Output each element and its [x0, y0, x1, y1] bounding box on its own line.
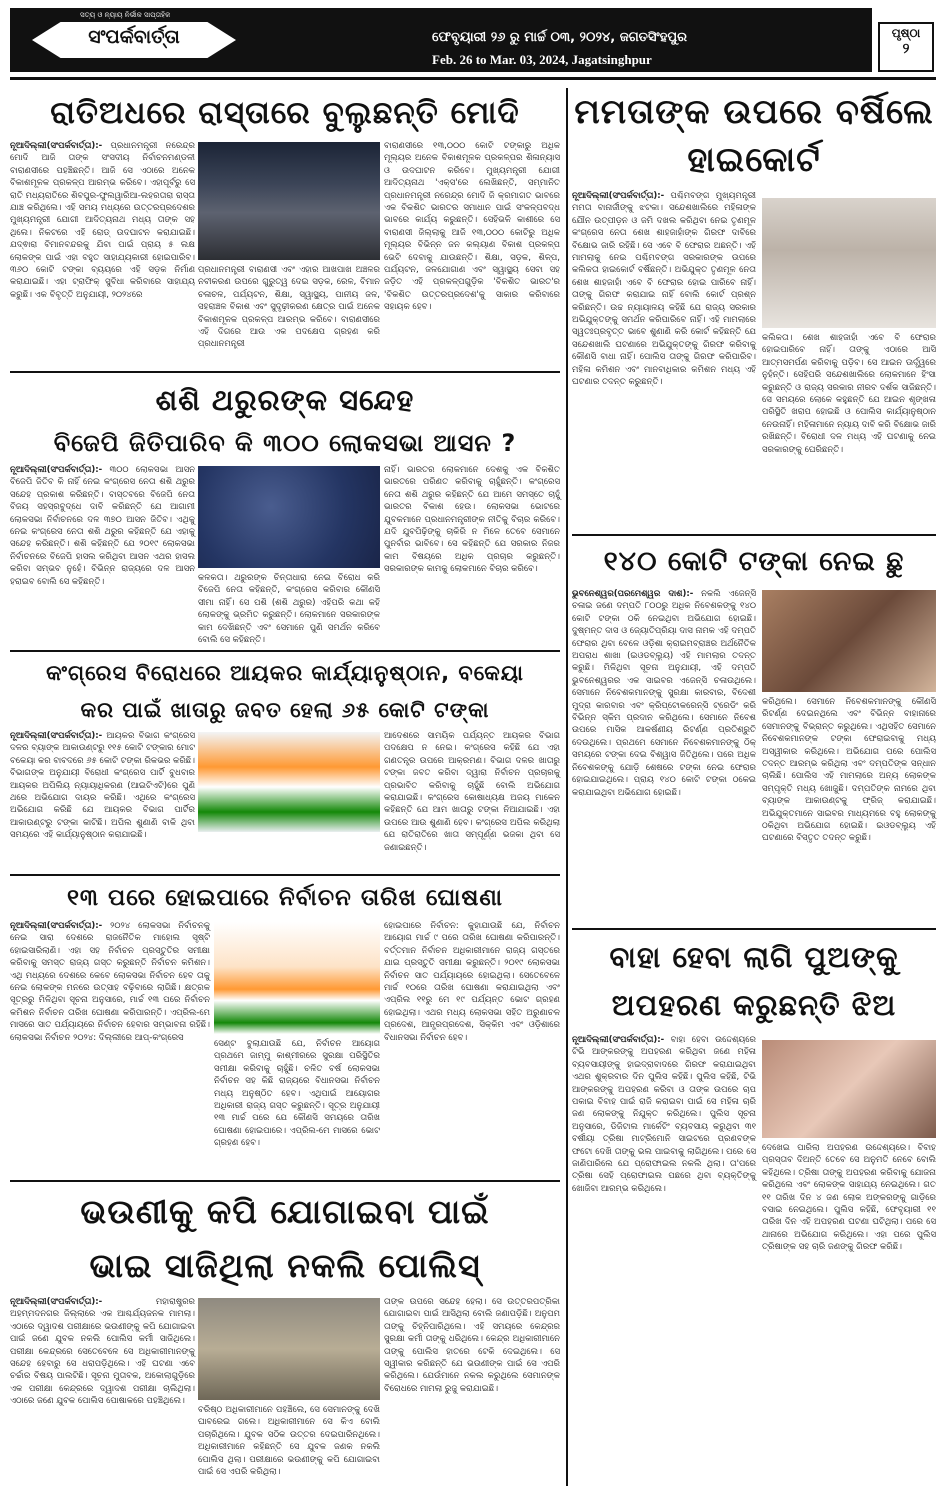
column-divider	[566, 88, 568, 1486]
article-text: ମହାରାଷ୍ଟ୍ରର ଅହମ୍ମଦନଗର ଜିଲ୍ଲାରେ ଏକ ଆଶ୍ଚର୍ଯ୍ୟଜନକ ମାମଲା। ଏଠାରେ ଦ୍ୱାଦଶ ପରୀକ୍ଷାରେ ଭଉଣୀଙ୍କୁ କପି ଯୋଗାଇବା ପାଇଁ ଜଣେ ଯୁବକ ନକଲି ପୋଲିସ କର୍ମୀ ସାଜିଥିଲେ। ପରୀକ୍ଷା କେନ୍ଦ୍ରରେ ସେତେବେଳେ ସେ ଅଧିକାରୀମାନଙ୍କୁ ସନ୍ଦେହ ହେବାରୁ ସେ ଧରାପଡ଼ିଥିଲେ। ଏହି ଘଟଣା ଏବେ ଚର୍ଚ୍ଚାର ବିଷୟ ପାଲଟିଛି। ସୂଚନା ମୁତାବକ, ଅକୋଲାଗୁଡ଼ିରେ ଏକ ପରୀକ୍ଷା କେନ୍ଦ୍ରରେ ଦ୍ୱାଦଶ ପରୀକ୍ଷା ଚାଲିଥିଲା। ଏଠାରେ ଜଣେ ଯୁବକ ପୋଲିସ ପୋଷାକରେ ପହଞ୍ଚିଥିଲେ।	[10, 1297, 195, 1407]
article-police-col1	[10, 1296, 195, 1486]
article-tharoor-col3: ନାହିଁ। ଭାରତର ଲୋକମାନେ ଦେଶକୁ ଏକ ବିକଶିତ ଭାରତରେ ପରିଣତ କରିବାକୁ ଚାହୁଁଛନ୍ତି। କଂଗ୍ରେସ ନେତା ଶଶି ଥରୁର କହିଛନ୍ତି ଯେ ଆମେ ସମସ୍ତେ ଚାହୁଁ ଭାରତର ବିକାଶ ହେଉ। ଲୋକସଭା ଭୋଟରେ ଯୁବକମାନେ ପ୍ରଧାନମନ୍ତ୍ରୀଙ୍କ ନୀତିକୁ ବିଚାର କରିବେ। ଯଦି ଯୁବପିଢ଼ିଙ୍କୁ ଚାକିରି ନ ମିଳେ ତେବେ ସେମାନେ ପୁନର୍ବାର ଭାବିବେ। ସେ କହିଛନ୍ତି ଯେ ସରକାର ନିଜର କାମ ବିଷୟରେ ଅଧିକ ପ୍ରଚାର କରୁଛନ୍ତି। ସରକାରଙ୍କ କାମକୁ ଲୋକମାନେ ବିଚାର କରିବେ।	[384, 465, 560, 575]
headline-fake-police: ଭଉଣୀକୁ କପି ଯୋଗାଇବା ପାଇଁ	[80, 1192, 490, 1231]
headline-mamata-1	[572, 88, 936, 180]
page-number-box	[878, 22, 934, 72]
section-rule	[572, 928, 936, 930]
article-text: ପ୍ରଧାନମନ୍ତ୍ରୀ ନରେନ୍ଦ୍ର ମୋଦି ଆଜି ତାଙ୍କ ସଂସଦୀୟ ନିର୍ବାଚନମଣ୍ଡଳୀ ବାରାଣସୀରେ ପହଞ୍ଚିଛନ୍ତି। ଆଜି ସେ ଏଠାରେ ଅନେକ ବିକାଶମୂଳକ ପ୍ରକଳ୍ପ ଆରମ୍ଭ କରିବେ। ଏହାପୂର୍ବରୁ ସେ ରାତି ମଧ୍ୟରାତିରେ ଶିବପୁର-ଫୁଲୱାରିଆ-ଲହରତାରା ରାସ୍ତା ଯାଞ୍ଚ କରିଥିଲେ। ଏହି ସମୟ ମଧ୍ୟରେ ଉତ୍ତରପ୍ରଦେଶର ମୁଖ୍ୟମନ୍ତ୍ରୀ ଯୋଗୀ ଆଦିତ୍ୟନାଥ ମଧ୍ୟ ତାଙ୍କ ସହ ଥିଲେ। ନିକଟରେ ଏହି ରୋଡ୍ ଉଦଘାଟନ କରାଯାଇଛି। ଯଦ୍ଵାରା ବିମାନବନ୍ଦରକୁ ଯିବା ପାଇଁ ପ୍ରାୟ ୫ ଲକ୍ଷ ଲୋକଙ୍କ ପାଇଁ ଏହା ବହୁତ ସାହାଯ୍ୟକାରୀ ହୋଇପାରିବ। ୩୬୦ କୋଟି ଟଙ୍କା ବ୍ୟୟରେ ଏହି ସଡ଼କ ନିର୍ମାଣ କରାଯାଇଛି। ଏହା ଟ୍ରାଫିକ୍ ସୁବିଧା କରିବାରେ ସାହାଯ୍ୟ କରୁଛି। ଏକ ବିବୃତ୍ତି ଅନୁଯାୟୀ, ୨୦୨୪ରେ	[10, 141, 195, 300]
article-tax-col2: ଆଦେଶରେ ସାମୟିକ ପର୍ଯ୍ୟନ୍ତ ଆୟକର ବିଭାଗ ପଦକ୍ଷେପ ନ ନେଇ। କଂଗ୍ରେସ କହିଛି ଯେ ଏହା ଗଣତନ୍ତ୍ର ଉପରେ ଆକ୍ରମଣ। ବିଭାଗ ଦଳର ଖାତାରୁ ଟଙ୍କା ଜବତ କରିବା ଦ୍ୱାରା ନିର୍ବାଚନ ପ୍ରଚାରକୁ ପ୍ରଭାବିତ କରିବାକୁ ଚାହୁଁଛି ବୋଲି ଅଭିଯୋଗ କରାଯାଇଛି। କଂଗ୍ରେସ କୋଷାଧ୍ୟକ୍ଷ ଅଜୟ ମାକେନ କହିଛନ୍ତି ଯେ ଆମ ଖାତାରୁ ଟଙ୍କା ନିଆଯାଇଛି। ଏହା ଉପରେ ଆଉ ଶୁଣାଣି ହେବ। କଂଗ୍ରେସ ଅପିଲ କରିଥିଲା ଯେ ରାତିରାତିରେ ଖାତା ସମ୍ପୂର୍ଣ୍ଣ ଭଜକା ଥିବା ସେ ଜଣାଇଛନ୍ତି।	[384, 731, 560, 853]
photo-mamata	[762, 198, 936, 328]
article-text: ଆୟକର ବିଭାଗ କଂଗ୍ରେସ ଦଳର ବ୍ୟାଙ୍କ ଆକାଉଣ୍ଟରୁ ୧୧୫ କୋଟି ଟଙ୍କାର ମୋଟ ବକେୟା କର ବାବଦରେ ୬୫ କୋଟି ଟଙ୍କା ରିକଭର କରିଛି। ବିଭାଗଙ୍କ ଅନୁଯାୟୀ ବିରୋଧୀ କଂଗ୍ରେସ ପାର୍ଟି ବୁଧବାର ଆୟକର ଅପିଲିୟ ନ୍ୟାୟାଧିକରଣ (ଆଇଟିଏଟି)ରେ ପୁଣି ଥରେ ଅଭିଯୋଗ ଦାୟର କରିଛି। ଏଥିରେ କଂଗ୍ରେସ ଅଭିଯୋଗ କରିଛି ଯେ ଆୟକର ବିଭାଗ ପାର୍ଟିର ଆକାଉଣ୍ଟରୁ ଟଙ୍କା କାଟିଛି। ଅପିଲ ଶୁଣାଣି ବାକି ଥିବା ସମୟରେ ଏହି କାର୍ଯ୍ୟାନୁଷ୍ଠାନ କରାଯାଇଛି।	[10, 731, 196, 841]
article-police-col3: ତାଙ୍କ ଉପରେ ସନ୍ଦେହ ହେଲା। ସେ ଉତ୍ତରପତ୍ରିକା ଯୋଗାଇବା ପାଇଁ ଆସିଥିଲା ବୋଲି ଜଣାପଡ଼ିଛି। ଅନୁପମ ତାଙ୍କୁ ଚିହ୍ନିପାରିଥିଲେ। ଏହି ସମୟରେ କେନ୍ଦ୍ରର ସୁରକ୍ଷା କର୍ମୀ ତାଙ୍କୁ ଧରିଥିଲେ। କେନ୍ଦ୍ର ଅଧିକାରୀମାନେ ତାଙ୍କୁ ପୋଲିସ ହାତରେ ଟେକି ଦେଇଥିଲେ। ସେ ସ୍ୱୀକାର କରିଛନ୍ତି ଯେ ଭଉଣୀଙ୍କ ପାଇଁ ସେ ଏପରି କରିଥିଲେ। ଯେଉଁମାନେ ନକଲ କରୁଥିଲେ ସେମାନଙ୍କ ବିରୋଧରେ ମାମଲା ରୁଜୁ କରାଯାଇଛି।	[384, 1297, 560, 1394]
photo-tharoor	[198, 466, 380, 568]
subhead-tharoor: ବିଜେପି ଜିତିପାରିବ କି ୩୦୦ ଲୋକସଭା ଆସନ ?	[53, 429, 517, 457]
headline-140-crore: ୧୪୦ କୋଟି ଟଙ୍କା ନେଇ ଛୁ	[603, 546, 905, 577]
photo-modi-road	[198, 142, 380, 260]
byline: ନୂଆଦିଲ୍ଲୀ(ସଂପର୍କବାର୍ତ୍ତା):-	[10, 731, 103, 741]
headline-modi: ରାତିଅଧରେ ରାସ୍ତାରେ ବୁଲୁଛନ୍ତି ମୋଦି	[50, 95, 520, 131]
byline: ନୂଆଦିଲ୍ଲୀ(ସଂପର୍କବାର୍ତ୍ତା):-	[10, 921, 103, 931]
article-text: ବାହା ହେବା ଉଦ୍ଦେଶ୍ୟରେ ଟିଭି ଆଙ୍କରଙ୍କୁ ଅପହରଣ କରିଥିବା ଜଣେ ମହିଳା ବ୍ୟବସାୟୀଙ୍କୁ ହାଇଦ୍ରାବାଦରେ ଗିରଫ କରାଯାଇଥିବା ଏଥର ଶୁକ୍ରବାର ଦିନ ପୁଲିସ କହିଛି। ପୁଲିସ କହିଛି, ଟିଭି ଆଙ୍କରଙ୍କୁ ଅପହରଣ କରିବା ଓ ତାଙ୍କ ଉପରେ ଚାପ ପକାଇ ବିବାହ ପାଇଁ ରାଜି କରାଇବା ପାଇଁ ସେ ମହିଳା ଚାରି ଜଣ ଲୋକଙ୍କୁ ନିଯୁକ୍ତ କରିଥିଲେ। ପୁଲିସ ସୂଚନା ଅନୁସାରେ, ଡିଜିଟାଲ ମାର୍କେଟିଂ ବ୍ୟବସାୟ କରୁଥିବା ୩୧ ବର୍ଷୀୟା ତ୍ରିଷା ମାଟ୍ରିମୋନି ସାଇଟରେ ପ୍ରଣବଙ୍କ ଫଟୋ ଦେଖି ତାଙ୍କୁ ଭଲ ପାଇବାକୁ ଲାଗିଥିଲେ। ପରେ ସେ ଜାଣିପାରିଲେ ଯେ ପ୍ରୋଫାଇଲ ନକଲି ଥିଲା। ତା'ପରେ ତ୍ରିଷା ସେହି ପ୍ରୋଫାଇଲ ପଛରେ ଥିବା ବ୍ୟକ୍ତିଙ୍କୁ ଖୋଜିବା ଆରମ୍ଭ କରିଥିଲେ।	[572, 1035, 756, 1194]
article-election-col1	[10, 920, 210, 1176]
headline-tharoor: ଶଶି ଥରୁରଙ୍କ ସନ୍ଦେହ	[155, 383, 415, 417]
article-tharoor-col2: କଳକତା। ଥରୁରଙ୍କ ଚିନ୍ତାଧାରା ନେଇ ବିରୋଧ କରି ବିଜେପି ନେତା କହିଛନ୍ତି, କଂଗ୍ରେସ କରିବାର କୌଣସି ସୀମା ନାହିଁ। ସେ ପଶି (ଶଶି ଥରୁର) ଏହିପରି କଥା କହି ଲୋକଙ୍କୁ ଭ୍ରମିତ କରୁଛନ୍ତି। ଲୋକମାନେ ସରକାରଙ୍କ କାମ ଦେଖିଛନ୍ତି ଏବଂ ସେମାନେ ପୁଣି ସମର୍ଥନ କରିବେ ବୋଲି ସେ କହିଛନ୍ତି।	[198, 573, 380, 646]
article-tharoor-col1	[10, 464, 195, 646]
date-odia: ଫେବୃୟାରୀ ୨୬ ରୁ ମାର୍ଚ୍ଚ ୦୩, ୨୦୨୪, ଜଗତସିଂହପୁର	[432, 30, 687, 45]
byline: ନୂଆଦିଲ୍ଲୀ(ସଂପର୍କବାର୍ତ୍ତା):-	[10, 141, 103, 151]
article-mamata-col1	[572, 190, 756, 530]
article-police-col2: ବରିଷ୍ଠ ଅଧିକାରୀମାନେ ପହଞ୍ଚିଲେ, ସେ ସେମାନଙ୍କୁ ଦେଖି ଘାବରେଇ ଗଲେ। ଅଧିକାରୀମାନେ ସେ କିଏ ବୋଲି ପଚାରିଥିଲେ। ଯୁବକ ସଠିକ ଉତ୍ତର ଦେଇପାରିନଥିଲେ। ଅଧିକାରୀମାନେ କହିଛନ୍ତି ସେ ଯୁବକ ଜଣକ ନକଲି ପୋଲିସ ଥିଲା। ପରୀକ୍ଷାରେ ଭଉଣୀଙ୍କୁ କପି ଯୋଗାଇବା ପାଇଁ ସେ ଏପରି କରିଥିଲା।	[198, 1405, 380, 1478]
headline-mamata: ମମତାଙ୍କ ଉପରେ ବର୍ଷିଲେ ହାଇକୋର୍ଟ	[574, 92, 934, 180]
article-mamata-col2: କଲିକତା। ଶେଖ ଶାହଜାହାଁ ଏବେ ବି ଫେରାର ହୋଇପାରିବେ ନାହିଁ। ତାଙ୍କୁ ଏଠାରେ ଆସି ଆତ୍ମସମର୍ପଣ କରିବାକୁ ପଡ଼ିବ। ସେ ଆଇନ ଊର୍ଦ୍ଧ୍ୱରେ ନୁହଁନ୍ତି। ସେହିପରି ସନ୍ଦେଶଖାଲିରେ ଲୋକମାନେ ହିଂସା କରୁଛନ୍ତି ଓ ରାଜ୍ୟ ସରକାର ନୀରବ ଦର୍ଶକ ସାଜିଛନ୍ତି। ସେ ସମୟରେ ଲୋକେ କହୁଛନ୍ତି ଯେ ଆଇନ ଶୃଙ୍ଖଳା ପରିସ୍ଥିତି ଖରାପ ହୋଇଛି ଓ ପୋଲିସ କାର୍ଯ୍ୟାନୁଷ୍ଠାନ ନେଉନାହିଁ। ମହିଳାମାନେ ନ୍ୟାୟ ଦାବି କରି ବିକ୍ଷୋଭ ଜାରି ରଖିଛନ୍ତି। ବିରୋଧୀ ଦଳ ମଧ୍ୟ ଏହି ଘଟଣାକୁ ନେଇ ସରକାରଙ୍କୁ ଘେରିଛନ୍ତି।	[762, 333, 936, 455]
article-modi-col2: ବାରାଣସୀରେ ୧୩,୦୦୦ କୋଟି ଟଙ୍କାରୁ ଅଧିକ ମୂଲ୍ୟର ଅନେକ ବିକାଶମୂଳକ ପ୍ରକଳ୍ପର ଶିଳାନ୍ୟାସ ଓ ଉଦଘାଟନ କରିବେ। ମୁଖ୍ୟମନ୍ତ୍ରୀ ଯୋଗୀ ଆଦିତ୍ୟନାଥ 'ଏକ୍ସ'ରେ ଲେଖିଛନ୍ତି, ସମ୍ମାନିତ ପ୍ରଧାନମନ୍ତ୍ରୀ ନରେନ୍ଦ୍ର ମୋଦି ଜି କ୍ରମାଗତ ଭାବରେ ଏକ ବିକଶିତ ଭାରତର ସମାଧାନ ପାଇଁ ସଂକଳ୍ପବଦ୍ଧ ଭାବରେ କାର୍ଯ୍ୟ କରୁଛନ୍ତି। ସେହିଭଳି କାଶୀରେ ସେ ବାରାଣସୀ ଜିଲ୍ଲାକୁ ଆଜି ୧୩,୦୦୦ କୋଟିରୁ ଅଧିକ ମୂଲ୍ୟର ବିଭିନ୍ନ ଜନ କଲ୍ୟାଣ ବିକାଶ ପ୍ରକଳ୍ପ ଭେଟି ଦେବାକୁ ଯାଉଛନ୍ତି। ଶିକ୍ଷା, ସଡ଼କ, ଶିଳ୍ପ, ପର୍ଯ୍ୟଟନ, ଜଳଯୋଗାଣ ଏବଂ ସ୍ୱାସ୍ଥ୍ୟ ସେବା ସହ ଜଡ଼ିତ ଏହି ପ୍ରକଳ୍ପଗୁଡ଼ିକ 'ବିକଶିତ ଭାରତ'ର 'ବିକଶିତ ଉତ୍ତରପ୍ରଦେଶ'କୁ ସାକାର କରିବାରେ ସହାୟକ ହେବ।	[384, 141, 560, 313]
photo-fake-police	[198, 1298, 380, 1400]
byline: ନୂଆଦିଲ୍ଲୀ(ସଂପର୍କବାର୍ତ୍ତା):-	[10, 465, 103, 475]
byline: ନୂଆଦିଲ୍ଲୀ(ସଂପର୍କବାର୍ତ୍ତା):-	[572, 1035, 665, 1045]
section-rule	[10, 371, 560, 373]
article-modi-col1	[10, 140, 195, 368]
subhead-kidnap: ଅପହରଣ କରୁଛନ୍ତି ଝିଅ	[611, 988, 897, 1022]
page-label: ପୃଷ୍ଠା	[891, 26, 921, 40]
article-election-col3: ହୋଇପାରେ ନିର୍ବାଚନ: କୁହାଯାଉଛି ଯେ, ନିର୍ବାଚନ ଆୟୋଗ ମାର୍ଚ୍ଚ ୯ ପରେ ତାରିଖ ଘୋଷଣା କରିପାରନ୍ତି। ବର୍ତ୍ତମାନ ନିର୍ବାଚନ ଅଧିକାରୀମାନେ ରାଜ୍ୟ ଗସ୍ତରେ ଯାଇ ପ୍ରସ୍ତୁତି ସମୀକ୍ଷା କରୁଛନ୍ତି। ୨୦୧୯ ଲୋକସଭା ନିର୍ବାଚନ ସାତ ପର୍ଯ୍ୟାୟରେ ହୋଇଥିଲା। ସେତେବେଳେ ମାର୍ଚ୍ଚ ୧୦ରେ ତାରିଖ ଘୋଷଣା କରାଯାଇଥିଲା ଏବଂ ଏପ୍ରିଲ ୧୧ରୁ ମେ ୧୯ ପର୍ଯ୍ୟନ୍ତ ଭୋଟ ଗ୍ରହଣ ହୋଇଥିଲା। ଏଥର ମଧ୍ୟ ଲୋକସଭା ସହିତ ଅରୁଣାଚଳ ପ୍ରଦେଶ, ଆନ୍ଧ୍ରପ୍ରଦେଶ, ସିକ୍କିମ ଏବଂ ଓଡ଼ିଶାରେ ବିଧାନସଭା ନିର୍ବାଚନ ହେବ।	[384, 921, 560, 1043]
headline-kidnap: ବାହା ହେବା ଲାଗି ପୁଅଙ୍କୁ	[609, 940, 899, 974]
article-election-col2: ସେଣ୍ଟ ବୁଲାଯାଉଛି ଯେ, ନିର୍ବାଚନ ଆୟୋଗ ପ୍ରଥମେ ଜାମ୍ମୁ କାଶ୍ମୀରରେ ସୁରକ୍ଷା ପରିସ୍ଥିତିର ସମୀକ୍ଷା କରିବାକୁ ଚାହୁଁଛି। ଚଳିତ ବର୍ଷ ଲୋକସଭା ନିର୍ବାଚନ ସହ କିଛି ରାଜ୍ୟରେ ବିଧାନସଭା ନିର୍ବାଚନ ମଧ୍ୟ ଅନୁଷ୍ଠିତ ହେବ। ଏଥିପାଇଁ ଆୟୋଗର ଅଧିକାରୀ ରାଜ୍ୟ ଗସ୍ତ କରୁଛନ୍ତି। ସୂତ୍ର ଅନୁଯାୟୀ ୧୩ ମାର୍ଚ୍ଚ ପରେ ଯେ କୌଣସି ସମୟରେ ତାରିଖ ଘୋଷଣା ହୋଇପାରେ। ଏପ୍ରିଲ-ମେ ମାସରେ ଭୋଟ ଗ୍ରହଣ ହେବ।	[214, 1039, 380, 1149]
article-tax-col1	[10, 730, 195, 870]
date-strip	[420, 8, 872, 72]
page-number: ୨	[902, 41, 910, 57]
article-crore-col2: କରିଥିଲେ। ସେମାନେ ନିବେଶକମାନଙ୍କୁ କୌଣସି ରିଟର୍ଣ୍ଣ ଦେଇନଥିଲେ ଏବଂ ବିଭିନ୍ନ ବାହାନାରେ ସେମାନଙ୍କୁ ବିଭ୍ରାନ୍ତ କରୁଥିଲେ। ଏଥିସହିତ ସେମାନେ ନିବେଶକମାନଙ୍କ ଟଙ୍କା ଫେରାଇବାକୁ ମଧ୍ୟ ଅସ୍ୱୀକାର କରିଥିଲେ। ଅଭିଯୋଗ ପରେ ପୋଲିସ ତଦନ୍ତ ଆରମ୍ଭ କରିଥିଲା ଏବଂ ଦମ୍ପତିଙ୍କ ସନ୍ଧାନ ଚାଲିଛି। ପୋଲିସ ଏହି ମାମଲାରେ ଅନ୍ୟ ଲୋକଙ୍କ ସମ୍ପୃକ୍ତି ମଧ୍ୟ ଖୋଜୁଛି। ଦମ୍ପତିଙ୍କ ନାମରେ ଥିବା ବ୍ୟାଙ୍କ ଆକାଉଣ୍ଟକୁ ଫ୍ରିଜ୍ କରାଯାଇଛି। ଅଭିଯୁକ୍ତମାନେ ସାଇବର ମାଧ୍ୟମରେ ବହୁ ଲୋକଙ୍କୁ ଠକିଥିବା ଅଭିଯୋଗ ହୋଇଛି। ଇଓଡବ୍ଲ୍ୟୁ ଏହି ଘଟଣାରେ ବିସ୍ତୃତ ତଦନ୍ତ କରୁଛି।	[762, 697, 936, 844]
logo-tagline: ସତ୍ୟ ଓ ନ୍ୟାୟ ନିର୍ଭୀକ ସାପ୍ତାହିକ	[80, 11, 171, 19]
photo-congress-flags	[198, 732, 380, 832]
headline-election-date: ୧୩ ପରେ ହୋଇପାରେ ନିର୍ବାଚନ ତାରିଖ ଘୋଷଣା	[66, 885, 504, 911]
article-kidnap-col1	[572, 1034, 756, 1486]
photo-election-commission	[214, 922, 380, 1034]
photo-couple	[762, 590, 936, 692]
byline: ନୂଆଦିଲ୍ଲୀ(ସଂପର୍କବାର୍ତ୍ତା):-	[10, 1297, 103, 1307]
headline-congress-tax: କଂଗ୍ରେସ ବିରୋଧରେ ଆୟକର କାର୍ଯ୍ୟାନୁଷ୍ଠାନ, ବକେୟା	[46, 661, 524, 685]
section-rule	[10, 874, 560, 876]
logo-block	[10, 8, 420, 72]
article-text: ନକଲି ଏଜେନ୍ସି ଚଳାଇ ଜଣେ ଦମ୍ପତି ୮୦୦ରୁ ଅଧିକ ନିବେଶକଙ୍କୁ ୧୪୦ କୋଟି ଟଙ୍କା ଠକି ନେଇଥିବା ଅଭିଯୋଗ ହୋଇଛି। ଦୁଷ୍ମନ୍ତ ଦାସ ଓ ଜ୍ୟୋତିପ୍ରିୟା ଦାସ ନାମକ ଏହି ଦମ୍ପତି ଫେରାର ଥିବା ବେଳେ ଓଡ଼ିଶା କ୍ରାଇମବ୍ରାଞ୍ଚର ଅର୍ଥନୈତିକ ଅପରାଧ ଶାଖା (ଇଓଡବ୍ଲ୍ୟୁ) ଏହି ମାମଲାର ତଦନ୍ତ କରୁଛି। ମିଳିଥିବା ସୂଚନା ଅନୁଯାୟୀ, ଏହି ଦମ୍ପତି ଭୁବନେଶ୍ୱରର ଏକ ସାଇବର ଏଜେନ୍ସି ଚଳାଉଥିଲେ। ସେମାନେ ନିବେଶକମାନଙ୍କୁ ସୁରକ୍ଷା କାରବାର, ବିଦେଶୀ ମୁଦ୍ରା କାରବାର ଏବଂ କ୍ରିପ୍ଟୋକରେନ୍ସି ଟ୍ରେଡିଂ କରି ବିଭିନ୍ନ ସ୍କିମ ପ୍ରଦାନ କରିଥିଲେ। ସେମାନେ ନିବେଶ ଉପରେ ମାସିକ ଆକର୍ଷଣୀୟ ରିଟର୍ଣ୍ଣ ପ୍ରତିଶ୍ରୁତି ଦେଉଥିଲେ। ପ୍ରଥମେ ସେମାନେ ନିବେଶକମାନଙ୍କୁ ଠିକ୍ ସମୟରେ ଟଙ୍କା ଦେଇ ବିଶ୍ୱାସ ଜିତିଥିଲେ। ପରେ ଅଧିକ ନିବେଶକଙ୍କୁ ଯୋଡ଼ି ଶେଷରେ ଟଙ୍କା ନେଇ ଫେରାର ହୋଇଯାଇଥିଲେ। ପ୍ରାୟ ୧୪୦ କୋଟି ଟଙ୍କା ଠକେଇ କରାଯାଇଥିବା ଅଭିଯୋଗ ହୋଇଛି।	[572, 589, 757, 798]
article-modi-col3: ପ୍ରଧାନମନ୍ତ୍ରୀ ବାରାଣସୀ ଏବଂ ଏହାର ଆଖପାଖ ଅଞ୍ଚଳର ନବୀକରଣ ଉପରେ ଗୁରୁତ୍ୱ ଦେଇ ସଡ଼କ, ରେଳ, ବିମାନ ଚଳାଚଳ, ପର୍ଯ୍ୟଟନ, ଶିକ୍ଷା, ସ୍ୱାସ୍ଥ୍ୟ, ପାନୀୟ ଜଳ, ସହରାଞ୍ଚଳ ବିକାଶ ଏବଂ ସୁଦୃଢ଼ୀକରଣ କ୍ଷେତ୍ର ପାଇଁ ଅନେକ ବିକାଶମୂଳକ ପ୍ରକଳ୍ପ ଆରମ୍ଭ କରିବେ। ବାରାଣସୀରେ ଏହି ଦିଗରେ ଆଉ ଏକ ପଦକ୍ଷେପ ଗ୍ରହଣ କରି ପ୍ରଧାନମନ୍ତ୍ରୀ	[198, 265, 380, 350]
subhead-fake-police: ଭାଇ ସାଜିଥିଲା ନକଲି ପୋଲିସ୍	[89, 1246, 481, 1285]
article-text: ୩୦୦ ଲୋକସଭା ଆସନ ବିଜେପି ଜିତିବ କି ନାହିଁ ନେଇ କଂଗ୍ରେସ ନେତା ଶଶି ଥରୁର ସନ୍ଦେହ ପ୍ରକାଶ କରିଛନ୍ତି। ବାସ୍ତବରେ ବିଜେପି ନେତା ବିଜୟ ସହସ୍ରବୁଦ୍ଧେ ଦାବି କରିଛନ୍ତି ଯେ ଆଗାମୀ ଲୋକସଭା ନିର୍ବାଚନରେ ଦଳ ୩୭୦ ଆସନ ଜିତିବ। ଏଥିକୁ ନେଇ କଂଗ୍ରେସ ନେତା ଶଶି ଥରୁର କହିଛନ୍ତି ଯେ ଏହାକୁ ସନ୍ଦେହ କରିଛନ୍ତି। ଶଶି କହିଛନ୍ତି ଯେ ୨୦୧୯ ଲୋକସଭା ନିର୍ବାଚନରେ ବିଜେପି ହାସଲ କରିଥିବା ଆସନ ଏଥର ହାସଲ କରିବା ସମ୍ଭବ ନୁହେଁ। ବିଭିନ୍ନ ରାଜ୍ୟରେ ଦଳ ଆସନ ହରାଇବ ବୋଲି ସେ କହିଛନ୍ତି।	[10, 465, 196, 587]
article-crore-col1	[572, 588, 756, 924]
section-rule	[10, 650, 560, 652]
article-kidnap-col2: ଦେଖେଇ ପାରିଲା ଅପହରଣ ଉଦ୍ଦେଶ୍ୟରେ। ବିବାହ ପ୍ରସ୍ତାବ ଦିଅନ୍ତି ତେବେ ସେ ଅନୁମତି ନେବେ ବୋଲି କହିଥିଲେ। ତ୍ରିଷା ତାଙ୍କୁ ଅପହରଣ କରିବାକୁ ଯୋଜନା କରିଥିଲେ ଏବଂ ଲୋକଙ୍କ ସାହାଯ୍ୟ ନେଇଥିଲେ। ଗତ ୧୧ ତାରିଖ ଦିନ ୪ ଜଣ ଲୋକ ଅଙ୍କରଙ୍କୁ ଗାଡ଼ିରେ ବସାଇ ନେଇଥିଲେ। ପୁଲିସ କହିଛି, ଫେବୃୟାରୀ ୧୧ ତାରିଖ ଦିନ ଏହି ଅପହରଣ ଘଟଣା ଘଟିଥିଲା। ପରେ ସେ ଥାନାରେ ଅଭିଯୋଗ କରିଥିଲେ। ଏହା ପରେ ପୁଲିସ ତ୍ରିଷାଙ୍କ ସହ ଚାରି ଜଣଙ୍କୁ ଗିରଫ କରିଛି।	[762, 1143, 936, 1253]
byline: ଭୁବନେଶ୍ୱର(ପରମେଶ୍ୱର ଦାଶ):-	[572, 589, 694, 599]
article-text: ୨୦୨୪ ଲୋକସଭା ନିର୍ବାଚନକୁ ନେଇ ସାରା ଦେଶରେ ରାଜନୈତିକ ମାହୋଲ ସୃଷ୍ଟି ହୋଇସାରିଲାଣି। ଏହା ସହ ନିର୍ବାଚନ ପ୍ରସ୍ତୁତିର ସମୀକ୍ଷା କରିବାକୁ ସମସ୍ତ ରାଜ୍ୟ ଗସ୍ତ କରୁଛନ୍ତି ନିର୍ବାଚନ କମିଶନ। ଏଥି ମଧ୍ୟରେ ଦେଶରେ କେବେ ଲୋକସଭା ନିର୍ବାଚନ ହେବ ତାକୁ ନେଇ ଲୋକଙ୍କ ମନରେ ଉତ୍ସାହ ବଢ଼ିବାରେ ଲାଗିଛି। କ୍ଷତ୍ରକ ସୂତ୍ରରୁ ମିଳିଥିବା ସୂଚନା ଅନୁସାରେ, ମାର୍ଚ୍ଚ ୧୩ ପରେ ନିର୍ବାଚନ କମିଶନ ନିର୍ବାଚନ ତାରିଖ ଘୋଷଣା କରିପାରନ୍ତି। ଏପ୍ରିଲ-ମେ ମାସରେ ସାତ ପର୍ଯ୍ୟାୟରେ ନିର୍ବାଚନ ହେବାର ସମ୍ଭାବନା ରହିଛି। ଲୋକସଭା ନିର୍ବାଚନ ୨୦୨୪: ଦିଲ୍ଲୀରେ ଆପ୍-କଂଗ୍ରେସ	[10, 921, 210, 1043]
article-text: ପଶ୍ଚିମବଙ୍ଗ ମୁଖ୍ୟମନ୍ତ୍ରୀ ମମତା ବାନାର୍ଜୀଙ୍କୁ ଝଟକା। ସନ୍ଦେଶଖାଲିରେ ମହିଳାଙ୍କ ଯୌନ ଉତ୍ପୀଡ଼ନ ଓ ଜମି ଦଖଲ କରିଥିବା ନେଇ ତୃଣମୂଳ କଂଗ୍ରେସ ନେତା ଶେଖ ଶାହଜାହାଁଙ୍କ ଗିରଫ ଦାବିରେ ବିକ୍ଷୋଭ ଜାରି ରହିଛି। ସେ ଏବେ ବି ଫେରାର ଅଛନ୍ତି। ଏହି ମାମଲାକୁ ନେଇ ପଶ୍ଚିମବଙ୍ଗ ସରକାରଙ୍କ ଉପରେ କଲିକତା ହାଇକୋର୍ଟ ବର୍ଷିଛନ୍ତି। ଅଭିଯୁକ୍ତ ତୃଣମୂଳ ନେତା ଶେଖ ଶାହଜାହାଁ ଏବେ ବି ଫେରାର ହୋଇ ପାରିବେ ନାହିଁ। ତାଙ୍କୁ ଗିରଫ କରାଯାଇ ନାହିଁ ବୋଲି କୋର୍ଟ ପ୍ରଶ୍ନ କରିଛନ୍ତି। ଉଚ୍ଚ ନ୍ୟାୟାଳୟ କହିଛି ଯେ ରାଜ୍ୟ ସରକାର ଅଭିଯୁକ୍ତଙ୍କୁ ସମର୍ଥନ କରିପାରିବେ ନାହିଁ। ଏହି ମାମଲାରେ ସ୍ୱତଃପ୍ରବୃତ୍ତ ଭାବେ ଶୁଣାଣି କରି କୋର୍ଟ କହିଛନ୍ତି ଯେ ସନ୍ଦେଶଖାଲି ଘଟଣାରେ ଅଭିଯୁକ୍ତଙ୍କୁ ଗିରଫ କରିବାକୁ କୌଣସି ବାଧା ନାହିଁ। ପୋଲିସ ତାଙ୍କୁ ଗିରଫ କରିପାରିବ। ମହିଳା କମିଶନ ଏବଂ ମାନବାଧିକାର କମିଶନ ମଧ୍ୟ ଏହି ଘଟଣାର ତଦନ୍ତ କରୁଛନ୍ତି।	[572, 191, 756, 388]
byline: ନୂଆଦିଲ୍ଲୀ(ସଂପର୍କବାର୍ତ୍ତା):-	[572, 191, 665, 201]
section-rule	[572, 534, 936, 536]
section-rule	[10, 1180, 560, 1182]
logo-text: ସଂପର୍କବାର୍ତ୍ତା	[88, 26, 180, 48]
photo-kidnap-pair	[762, 1040, 936, 1138]
masthead	[10, 8, 936, 80]
date-english: Feb. 26 to Mar. 03, 2024, Jagatsinghpur	[432, 52, 652, 67]
subhead-congress-tax: କର ପାଇଁ ଖାତାରୁ ଜବତ ହେଲା ୬୫ କୋଟି ଟଙ୍କା	[80, 698, 490, 722]
